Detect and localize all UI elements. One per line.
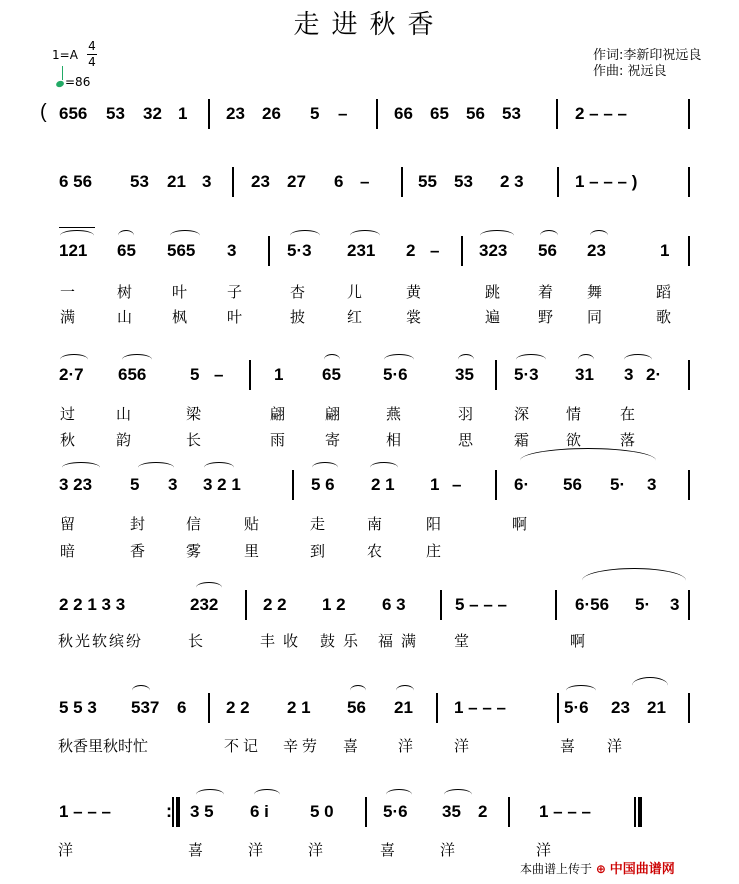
note-group: 3 <box>168 475 178 494</box>
note-group: 3 23 <box>59 475 93 494</box>
note-group: 6· <box>514 475 530 494</box>
lyric: 不记 <box>224 737 263 755</box>
footer-credit <box>520 858 675 877</box>
site-logo-icon: ⊕ <box>595 862 606 876</box>
note-group: 6 <box>334 172 344 191</box>
lyric: 羽 <box>458 405 474 423</box>
note-group: 5 <box>310 104 320 123</box>
note-group: 656 <box>59 104 88 123</box>
note-group: 1 – – – <box>454 698 506 717</box>
site-brand[interactable]: 中国曲谱网 <box>609 862 675 877</box>
lyric: 山 <box>116 405 132 423</box>
lyric-line <box>0 429 739 451</box>
lyric: 枫 <box>172 308 188 326</box>
lyric: 儿 <box>347 283 363 301</box>
lyric: 洋 <box>398 737 414 755</box>
lyric: 到 <box>310 542 326 560</box>
footer-text: 本曲谱上传于 <box>520 862 593 876</box>
lyric: 辛劳 <box>283 737 322 755</box>
lyric: 跳 <box>485 283 501 301</box>
lyric-line <box>0 540 739 562</box>
note-group: 3 5 <box>190 802 214 821</box>
lyric: 庄 <box>426 542 442 560</box>
note-group: 2 – – – <box>575 104 627 123</box>
note-group: 26 <box>262 104 281 123</box>
lyric: 秋香里秋时忙 <box>58 737 149 755</box>
lyric-line <box>0 630 739 652</box>
tempo-mark <box>56 72 90 89</box>
note-group: 6 56 <box>59 172 93 191</box>
key-signature: 1=A <box>52 48 78 62</box>
lyric: 信 <box>186 515 202 533</box>
score-row <box>0 240 739 268</box>
note-group: 121 <box>59 241 88 260</box>
note-group: 1 <box>660 241 670 260</box>
lyric: 黄 <box>406 283 422 301</box>
lyric: 洋 <box>58 841 74 859</box>
note-group: 5·3 <box>287 241 312 260</box>
note-group: 2 2 <box>263 595 287 614</box>
note-group: 35 <box>455 365 474 384</box>
lyric: 长 <box>188 632 204 650</box>
score-row <box>0 474 739 502</box>
note-group: 53 <box>454 172 473 191</box>
lyric: 燕 <box>386 405 402 423</box>
lyric: 走 <box>310 515 326 533</box>
lyric: 阳 <box>426 515 442 533</box>
lyric: 寄 <box>325 431 341 449</box>
lyric: 农 <box>367 542 383 560</box>
lyric: 洋 <box>536 841 552 859</box>
composer-credit: 作曲: 祝远良 <box>593 64 667 79</box>
note-group: 65 <box>322 365 341 384</box>
lyric: 啊 <box>512 515 528 533</box>
lyric: 喜 <box>380 841 396 859</box>
lyric: 长 <box>186 431 202 449</box>
repeat-sign-icon: : <box>166 801 172 821</box>
note-group: 537 <box>131 698 160 717</box>
lyric: 裳 <box>406 308 422 326</box>
note-group: – <box>214 365 224 384</box>
lyric: 喜 <box>560 737 576 755</box>
lyric: 霜 <box>514 431 530 449</box>
lyric-line <box>0 306 739 328</box>
note-group: 56 <box>563 475 582 494</box>
lyric: 蹈 <box>656 283 672 301</box>
quarter-note-icon <box>55 80 65 88</box>
note-group: 1 – – – ) <box>575 172 638 191</box>
lyricist-credit: 作词:李新印祝远良 <box>593 48 702 63</box>
lyric: 在 <box>620 405 636 423</box>
note-group: 3 <box>624 365 634 384</box>
time-signature-top: 4 <box>88 39 96 53</box>
lyric: 洋 <box>440 841 456 859</box>
lyric: 相 <box>386 431 402 449</box>
lyric: 南 <box>367 515 383 533</box>
credits <box>593 48 701 80</box>
note-group: – <box>338 104 348 123</box>
lyric: 洋 <box>607 737 623 755</box>
note-group: 56 <box>538 241 557 260</box>
note-group: 656 <box>118 365 147 384</box>
note-group: 5 6 <box>311 475 335 494</box>
note-group: – <box>360 172 370 191</box>
note-group: 5· <box>635 595 651 614</box>
lyric: 同 <box>587 308 603 326</box>
score-row <box>0 364 739 392</box>
note-group: 2 2 <box>226 698 250 717</box>
lyric: 杏 <box>290 283 306 301</box>
note-group: 2 2 1 3 3 <box>59 595 126 614</box>
note-group: 21 <box>647 698 666 717</box>
note-group: 3 2 1 <box>203 475 241 494</box>
note-group: 5·6 <box>383 802 408 821</box>
lyric-line <box>0 281 739 303</box>
lyric: 叶 <box>172 283 188 301</box>
lyric-line <box>0 735 739 757</box>
lyric: 满 <box>60 308 76 326</box>
lyric: 暗 <box>60 542 76 560</box>
note-group: 5·6 <box>564 698 589 717</box>
note-group: 56 <box>466 104 485 123</box>
lyric: 树 <box>117 283 133 301</box>
note-group: 2·7 <box>59 365 84 384</box>
lyric: 封 <box>130 515 146 533</box>
note-group: 21 <box>394 698 413 717</box>
lyric-line <box>0 403 739 425</box>
note-group: 6·56 <box>575 595 610 614</box>
note-group: 32 <box>143 104 162 123</box>
lyric: 贴 <box>244 515 260 533</box>
lyric: 子 <box>227 283 243 301</box>
lyric: 思 <box>458 431 474 449</box>
note-group: 23 <box>587 241 606 260</box>
note-group: 1 – – – <box>59 802 111 821</box>
tempo-value: =86 <box>65 75 91 89</box>
score-row: ( 656 53 32 1 23 26 5 – 66 65 56 53 2 – – – <box>0 103 739 131</box>
lyric: 洋 <box>454 737 470 755</box>
lyric: 里 <box>244 542 260 560</box>
score-row <box>0 594 739 622</box>
time-signature-bottom: 4 <box>88 55 96 69</box>
note-group: 565 <box>167 241 196 260</box>
lyric: 歌 <box>656 308 672 326</box>
lyric: 韵 <box>116 431 132 449</box>
lyric: 福满 <box>378 632 425 650</box>
note-group: 1 <box>274 365 284 384</box>
lyric: 落 <box>620 431 636 449</box>
note-group: 5 0 <box>310 802 334 821</box>
score-row <box>0 697 739 725</box>
lyric-line <box>0 513 739 535</box>
lyric: 情 <box>566 405 582 423</box>
lyric: 深 <box>514 405 530 423</box>
note-group: 5·6 <box>383 365 408 384</box>
lyric: 留 <box>60 515 76 533</box>
note-group: 1 – – – <box>539 802 591 821</box>
lyric: 叶 <box>227 308 243 326</box>
lyric: 雨 <box>270 431 286 449</box>
note-group: 6 i <box>250 802 269 821</box>
lyric: 山 <box>117 308 133 326</box>
note-group: 55 <box>418 172 437 191</box>
note-group: 2· <box>646 365 662 384</box>
lyric: 过 <box>60 405 76 423</box>
note-group: 232 <box>190 595 219 614</box>
note-group: 56 <box>347 698 366 717</box>
lyric: 洋 <box>308 841 324 859</box>
note-group: 53 <box>106 104 125 123</box>
lyric: 梁 <box>186 405 202 423</box>
note-group: 1 2 <box>322 595 346 614</box>
note-group: 35 <box>442 802 461 821</box>
note-group: 6 3 <box>382 595 406 614</box>
lyric: 红 <box>347 308 363 326</box>
lyric: 翩 <box>325 405 341 423</box>
note-group: 323 <box>479 241 508 260</box>
time-signature <box>86 40 98 69</box>
note-group: 3 <box>227 241 237 260</box>
note-group: 5·3 <box>514 365 539 384</box>
lyric: 欲 <box>566 431 582 449</box>
note-group: 6 <box>177 698 187 717</box>
note-group: 23 <box>226 104 245 123</box>
note-group: 3 <box>670 595 680 614</box>
score-row <box>0 171 739 199</box>
note-group: 65 <box>117 241 136 260</box>
lyric: 鼓乐 <box>320 632 367 650</box>
lyric: 洋 <box>248 841 264 859</box>
lyric: 喜 <box>343 737 359 755</box>
note-group: 2 3 <box>500 172 524 191</box>
lyric: 着 <box>538 283 554 301</box>
lyric: 雾 <box>186 542 202 560</box>
note-group: 2 <box>478 802 488 821</box>
lyric: 喜 <box>188 841 204 859</box>
song-title: 走进秋香 <box>293 10 446 40</box>
lyric: 舞 <box>587 283 603 301</box>
note-group: 66 <box>394 104 413 123</box>
lyric: 丰收 <box>260 632 307 650</box>
note-group: 5 <box>190 365 200 384</box>
note-group: 5 5 3 <box>59 698 97 717</box>
lyric: 秋光软缤纷 <box>58 632 144 650</box>
note-group: 27 <box>287 172 306 191</box>
note-group: 5 – – – <box>455 595 507 614</box>
note-group: 3 <box>202 172 212 191</box>
lyric: 披 <box>290 308 306 326</box>
note-group: 1 <box>430 475 440 494</box>
note-group: 53 <box>502 104 521 123</box>
note-group: 65 <box>430 104 449 123</box>
score-row <box>0 801 739 829</box>
note-group: 2 1 <box>287 698 311 717</box>
note-group: 21 <box>167 172 186 191</box>
note-group: – <box>452 475 462 494</box>
note-group: 53 <box>130 172 149 191</box>
lyric: 野 <box>538 308 554 326</box>
lyric: 堂 <box>454 632 470 650</box>
lyric: 香 <box>130 542 146 560</box>
note-group: 23 <box>611 698 630 717</box>
note-group: 3 <box>647 475 657 494</box>
note-group: 31 <box>575 365 594 384</box>
note-group: 2 1 <box>371 475 395 494</box>
note-group: 1 <box>178 104 188 123</box>
note-group: 5· <box>610 475 626 494</box>
lyric: 秋 <box>60 431 76 449</box>
note-group: 231 <box>347 241 376 260</box>
note-group: 23 <box>251 172 270 191</box>
note-group: – <box>430 241 440 260</box>
lyric: 翩 <box>270 405 286 423</box>
lyric: 一 <box>60 283 76 301</box>
lyric: 遍 <box>485 308 501 326</box>
lyric: 啊 <box>570 632 586 650</box>
note-group: 2 <box>406 241 416 260</box>
note-group: 5 <box>130 475 140 494</box>
